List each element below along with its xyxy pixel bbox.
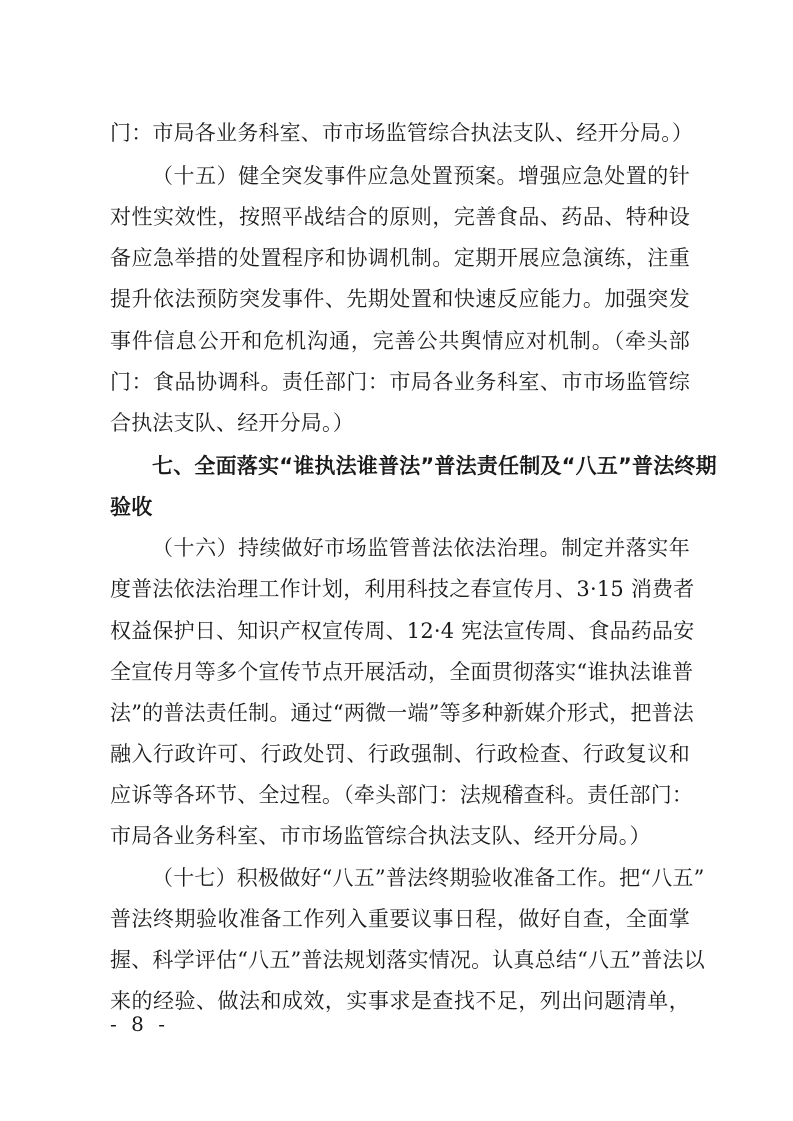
text-line-19: （十七）积极做好“八五”普法终期验收准备工作。把“八五” (152, 866, 705, 890)
section-heading-line-2: 验收 (110, 495, 153, 519)
text-line-2: （十五）健全突发事件应急处置预案。增强应急处置的针 (152, 164, 690, 188)
text-line-13: 权益保护日、知识产权宣传周、12·4 宪法宣传周、食品药品安 (110, 619, 695, 643)
text-line-7: 门：食品协调科。责任部门：市局各业务科室、市市场监管综 (110, 370, 690, 394)
text-line-21: 握、科学评估“八五”普法规划落实情况。认真总结“八五”普法以 (110, 948, 705, 972)
text-line-16: 融入行政许可、行政处罚、行政强制、行政检查、行政复议和 (110, 742, 690, 766)
text-line-15: 法”的普法责任制。通过“两微一端”等多种新媒介形式，把普法 (110, 701, 695, 725)
text-line-6: 事件信息公开和危机沟通，完善公共舆情应对机制。（牵头部 (110, 329, 690, 353)
text-line-14: 全宣传月等多个宣传节点开展活动，全面贯彻落实“谁执法谁普 (110, 660, 694, 684)
text-line-12: 度普法依法治理工作计划，利用科技之春宣传月、3·15 消费者 (110, 577, 695, 601)
text-line-1: 门：市局各业务科室、市市场监管综合执法支队、经开分局。） (110, 121, 694, 145)
text-line-20: 普法终期验收准备工作列入重要议事日程，做好自查，全面掌 (110, 907, 690, 931)
text-line-3: 对性实效性，按照平战结合的原则，完善食品、药品、特种设 (110, 205, 690, 229)
section-heading-line-1: 七、全面落实“谁执法谁普法”普法责任制及“八五”普法终期 (152, 454, 717, 478)
text-line-4: 备应急举措的处置程序和协调机制。定期开展应急演练，注重 (110, 246, 690, 270)
text-line-17: 应诉等各环节、全过程。（牵头部门：法规稽查科。责任部门： (110, 783, 694, 807)
text-line-5: 提升依法预防突发事件、先期处置和快速反应能力。加强突发 (110, 287, 690, 311)
text-line-22: 来的经验、做法和成效，实事求是查找不足，列出问题清单， (110, 989, 690, 1013)
text-line-18: 市局各业务科室、市市场监管综合执法支队、经开分局。） (110, 824, 651, 848)
text-line-8: 合执法支队、经开分局。） (110, 411, 354, 435)
page-number: - 8 - (110, 1012, 169, 1036)
text-line-11: （十六）持续做好市场监管普法依法治理。制定并落实年 (152, 536, 690, 560)
